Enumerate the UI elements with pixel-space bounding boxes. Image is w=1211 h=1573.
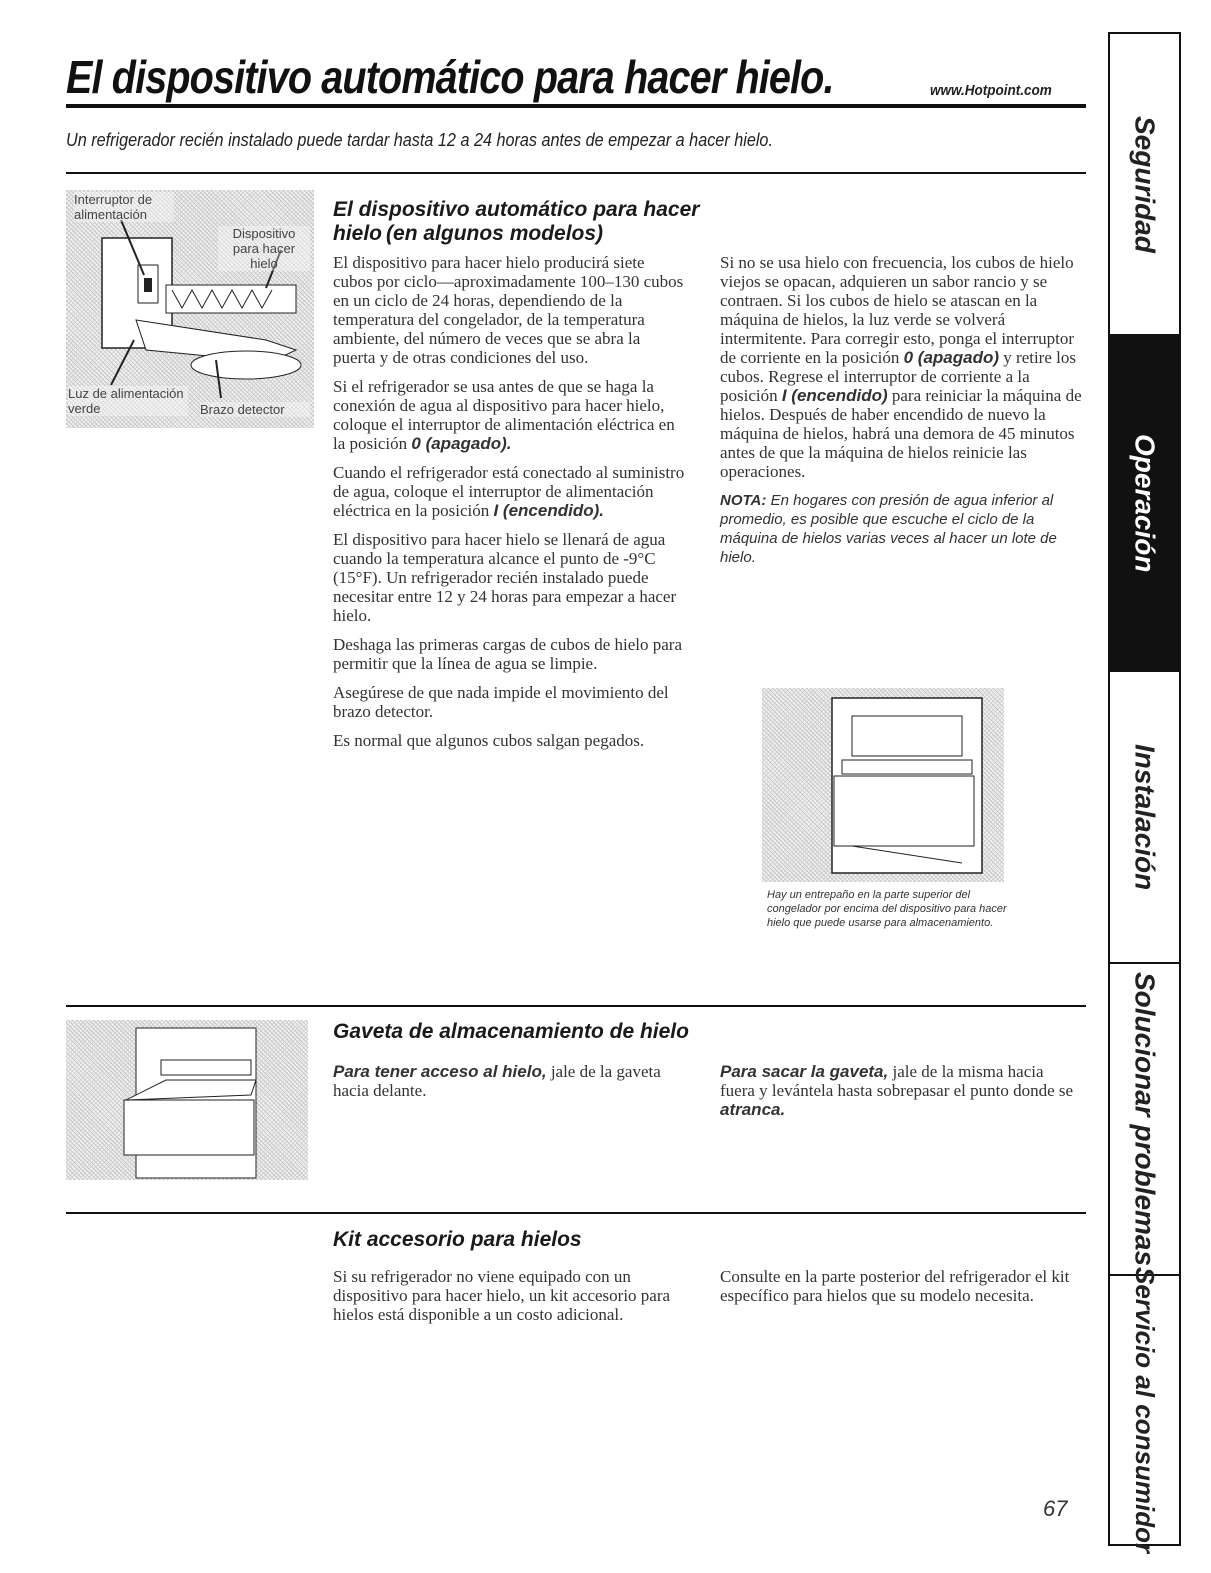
section1-heading-block [333,198,703,246]
section3-heading: Kit accesorio para hielos [333,1228,582,1251]
freezer-caption: Hay un entrepaño en la parte superior del congelador por encima del dispositivo para hacer hielo que puede usarse para almacenamiento. [767,889,1007,929]
website-url[interactable]: www.Hotpoint.com [930,82,1052,99]
label-arm: Brazo detector [200,402,310,417]
paragraph: El dispositivo para hacer hielo se llenará de agua cuando la temperatura alcance el punto de -9°C (15°F). Un refrigerador recién instalado puede necesitar entre 12 y 24 horas para empezar a hacer hielo. [333,530,677,625]
tab-servicio-consumidor[interactable]: Servicio al consumidor [1130,1266,1160,1554]
section3-col1: Si su refrigerador no viene equipado con un dispositivo para hacer hielo, un kit accesorio para hielos está disponible a un costo adicional. [333,1267,671,1324]
section3-col2: Consulte en la parte posterior del refrigerador el kit específico para hielos que su modelo necesita. [720,1267,1070,1305]
section-divider-3 [66,1212,1086,1214]
section-divider-1 [66,172,1086,174]
section1-heading: El dispositivo automático para hacer hielo [333,198,700,245]
label-light: Luz de alimentación verde [68,386,188,416]
section1-col2 [720,253,1082,577]
paragraph: Deshaga las primeras cargas de cubos de hielo para permitir que la línea de agua se limpie. [333,635,682,673]
icemaker-illustration [66,190,314,428]
paragraph: El dispositivo para hacer hielo producirá siete cubos por ciclo—aproximadamente 100–130 cubos en un ciclo de 24 horas, dependiendo de la temperatura del congelador, de la temperatura ambiente, del número de veces que se abra la puerta y de otras condiciones del uso. [333,253,684,367]
freezer-shelf-illustration [762,688,1004,882]
page-title: El dispositivo automático para hacer hielo. [66,51,834,103]
paragraph: Es normal que algunos cubos salgan pegados. [333,731,645,750]
tab-seguridad[interactable]: Seguridad [1129,115,1161,253]
section2-col2: Para sacar la gaveta, jale de la misma hacia fuera y levántela hasta sobrepasar el punto donde se atranca. [720,1062,1074,1119]
section-divider-2 [66,1005,1086,1007]
section2-col1: Para tener acceso al hielo, jale de la gaveta hacia delante. [333,1062,661,1100]
page-subtitle: Un refrigerador recién instalado puede tardar hasta 12 a 24 horas antes de empezar a hacer hielo. [66,130,773,150]
paragraph: Cuando el refrigerador está conectado al suministro de agua, coloque el interruptor de alimentación eléctrica en la posición I (encendido). [333,463,685,520]
freezer-drawing [762,688,1004,882]
ice-drawer-illustration [66,1020,308,1180]
paragraph: Asegúrese de que nada impide el movimiento del brazo detector. [333,683,669,721]
tab-instalacion[interactable]: Instalación [1129,743,1161,891]
ice-drawer-drawing [66,1020,308,1180]
section1-col1 [333,253,685,760]
label-switch: Interruptor de alimentación [74,192,174,222]
paragraph: Si no se usa hielo con frecuencia, los cubos de hielo viejos se opacan, adquieren un sabor rancio y se contraen. Si los cubos de hielo se atascan en la máquina de hielos, la luz verde se volverá intermitente. Para corregir esto, ponga el interruptor de corriente en la posición 0 (apagado) y retire los cubos. Regrese el interruptor de corriente a la posición I (encendido) para reiniciar la máquina de hielos. Después de haber encendido de nuevo la máquina de hielos, habrá una demora de 45 minutos antes de que la máquina de hielos reinicie las operaciones. [720,253,1082,481]
label-icemaker: Dispositivo para hacer hielo [218,226,310,271]
section1-heading-note: (en algunos modelos) [386,222,604,245]
section2-heading: Gaveta de almacenamiento de hielo [333,1020,689,1043]
note: NOTA: En hogares con presión de agua inferior al promedio, es posible que escuche el ciclo de la máquina de hielos varias veces al hacer un lote de hielo. [720,492,1057,566]
title-rule [66,104,1086,108]
tab-operacion[interactable]: Operación [1110,334,1179,672]
tab-solucionar-problemas[interactable]: Solucionar problemas [1129,971,1161,1267]
side-tab-bar [1108,32,1181,1554]
paragraph: Si el refrigerador se usa antes de que se haga la conexión de agua al dispositivo para hacer hielo, coloque el interruptor de alimentación eléctrica en la posición 0 (apagado). [333,377,675,453]
page-number: 67 [1043,1496,1068,1521]
